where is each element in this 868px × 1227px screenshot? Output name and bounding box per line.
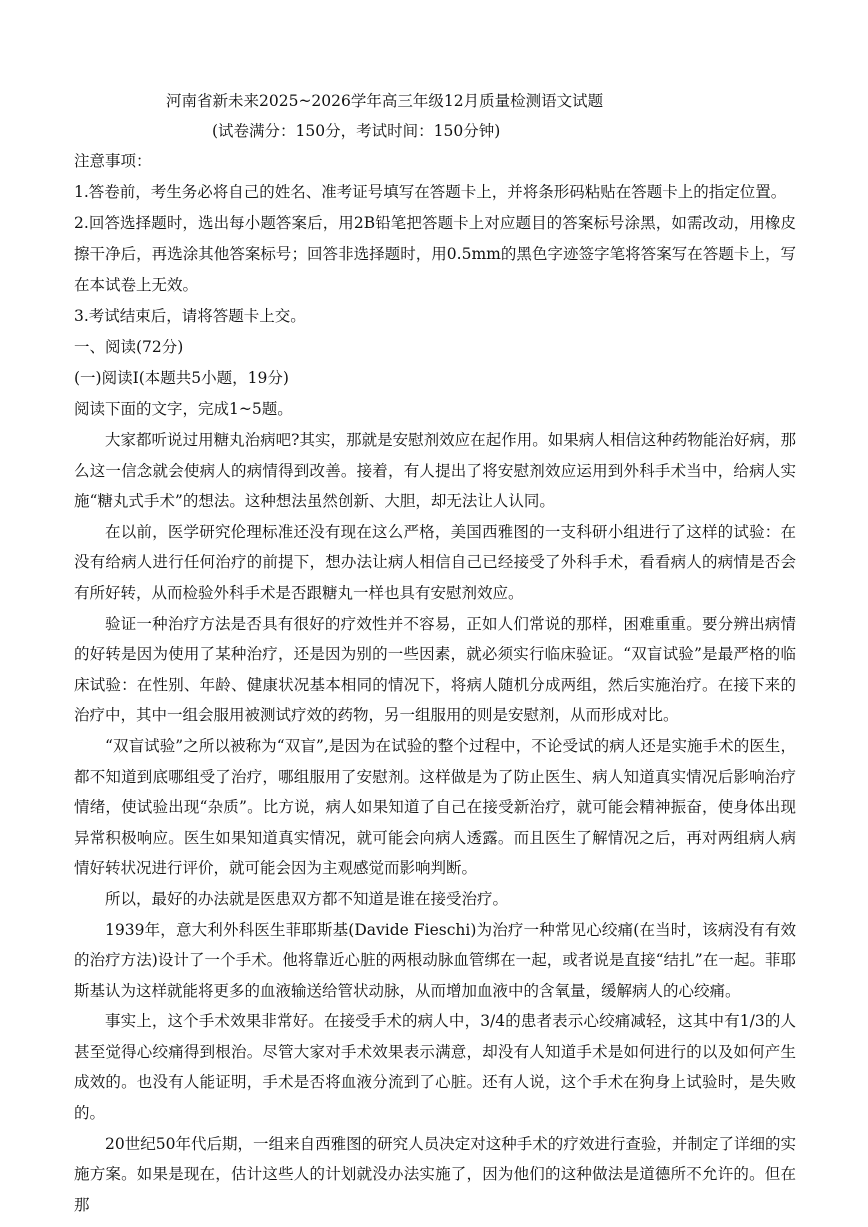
passage-paragraph: 验证一种治疗方法是否具有很好的疗效性并不容易，正如人们常说的那样，困难重重。要分辨出病情的好转是因为使用了某种治疗，还是因为别的一些因素，就必须实行临床验证。“双盲试验”是最严格的临床试验：在性别、年龄、健康状况基本相同的情况下，将病人随机分成两组，然后实施治疗。在接下来的治疗中，其中一组会服用被测试疗效的药物，另一组服用的则是安慰剂，从而形成对比。 bbox=[74, 614, 796, 725]
exam-page bbox=[74, 86, 796, 1220]
section-subheading: (一)阅读I(本题共5小题，19分) bbox=[74, 369, 289, 387]
passage-paragraph: 事实上，这个手术效果非常好。在接受手术的病人中，3/4的患者表示心绞痛减轻，这其中有1/3的人甚至觉得心绞痛得到根治。尽管大家对手术效果表示满意，却没有人知道手术是如何进行的以及如何产生成效的。也没有人能证明，手术是否将血液分流到了心脏。还有人说，这个手术在狗身上试验时，是失败的。 bbox=[74, 1012, 796, 1123]
section-instruction: 阅读下面的文字，完成1~5题。 bbox=[74, 400, 293, 418]
note-item-1: 1.答卷前，考生务必将自己的姓名、准考证号填写在答题卡上，并将条形码粘贴在答题卡上的指定位置。 bbox=[74, 183, 787, 201]
exam-title: 河南省新未来2025~2026学年高三年级12月质量检测语文试题 bbox=[166, 92, 604, 110]
passage-paragraph: 1939年，意大利外科医生菲耶斯基(Davide Fieschi)为治疗一种常见心绞痛(在当时，该病没有有效的治疗方法)设计了一个手术。他将靠近心脏的两根动脉血管绑在一起，或者说是直接“结扎”在一起。菲耶斯基认为这样就能将更多的血液输送给管状动脉，从而增加血液中的含氧量，缓解病人的心绞痛。 bbox=[74, 920, 796, 1000]
passage-paragraph: 在以前，医学研究伦理标准还没有现在这么严格，美国西雅图的一支科研小组进行了这样的试验：在没有给病人进行任何治疗的前提下，想办法让病人相信自己已经接受了外科手术，看看病人的病情是否会有所好转，从而检验外科手术是否跟糖丸一样也具有安慰剂效应。 bbox=[74, 522, 796, 602]
exam-subtitle: (试卷满分：150分，考试时间：150分钟) bbox=[212, 122, 501, 140]
note-item-3: 3.考试结束后，请将答题卡上交。 bbox=[74, 307, 306, 325]
note-item-2: 2.回答选择题时，选出每小题答案后，用2B铅笔把答题卡上对应题目的答案标号涂黑，如需改动，用橡皮擦干净后，再选涂其他答案标号；回答非选择题时，用0.5mm的黑色字迹签字笔将答案写在答题卡上，写在本试卷上无效。 bbox=[74, 214, 796, 294]
section-heading: 一、阅读(72分) bbox=[74, 338, 184, 356]
passage-paragraph: 大家都听说过用糖丸治病吧?其实，那就是安慰剂效应在起作用。如果病人相信这种药物能治好病，那么这一信念就会使病人的病情得到改善。接着，有人提出了将安慰剂效应运用到外科手术当中，给病人实施“糖丸式手术”的想法。这种想法虽然创新、大胆，却无法让人认同。 bbox=[74, 431, 796, 511]
passage-paragraph: 20世纪50年代后期，一组来自西雅图的研究人员决定对这种手术的疗效进行查验，并制定了详细的实施方案。如果是现在，估计这些人的计划就没办法实施了，因为他们的这种做法是道德所不允许的。但在那 bbox=[74, 1134, 796, 1214]
passage-paragraph: 所以，最好的办法就是医患双方都不知道是谁在接受治疗。 bbox=[105, 889, 509, 908]
passage-paragraph: “双盲试验”之所以被称为“双盲”,是因为在试验的整个过程中，不论受试的病人还是实施手术的医生，都不知道到底哪组受了治疗，哪组服用了安慰剂。这样做是为了防止医生、病人知道真实情况后影响治疗情绪，使试验出现“杂质”。比方说，病人如果知道了自己在接受新治疗，就可能会精神振奋，使身体出现异常积极响应。医生如果知道真实情况，就可能会向病人透露。而且医生了解情况之后，再对两组病人病情好转状况进行评价，就可能会因为主观感觉而影响判断。 bbox=[74, 736, 796, 878]
notes-heading: 注意事项： bbox=[74, 152, 152, 170]
